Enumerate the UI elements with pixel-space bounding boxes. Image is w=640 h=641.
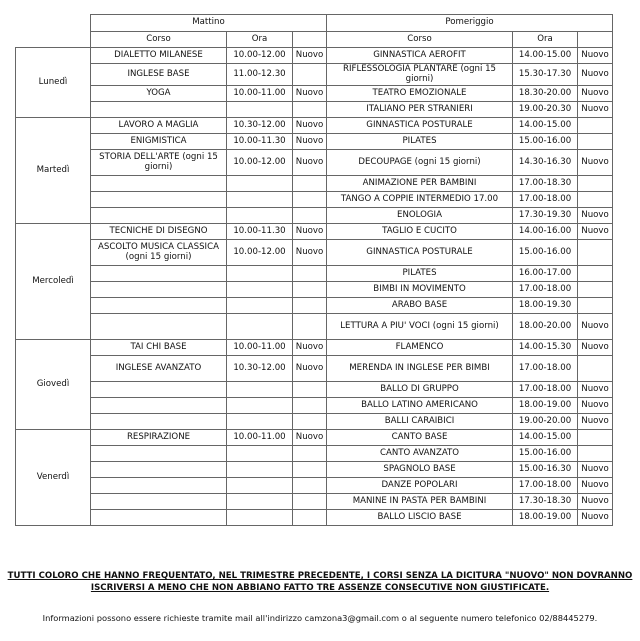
morning-new [293,478,327,494]
table-row [16,356,613,382]
afternoon-new: Nuovo [578,224,613,240]
morning-time [227,208,293,224]
afternoon-time: 18.00-19.00 [513,398,578,414]
morning-course [91,208,227,224]
day-label: Lunedì [16,48,91,118]
afternoon-time: 15.30-17.30 [513,64,578,86]
morning-time [227,414,293,430]
afternoon-course: BALLO DI GRUPPO [327,382,513,398]
table-row [16,48,613,64]
afternoon-course: ARABO BASE [327,298,513,314]
morning-course: RESPIRAZIONE [91,430,227,446]
morning-course [91,314,227,340]
schedule-body [16,48,613,526]
morning-course [91,192,227,208]
morning-new [293,510,327,526]
morning-course [91,176,227,192]
table-row [16,462,613,478]
morning-time: 10.00-11.00 [227,430,293,446]
afternoon-course: RIFLESSOLOGIA PLANTARE (ogni 15 giorni) [327,64,513,86]
afternoon-time: 19.00-20.30 [513,102,578,118]
table-row [16,176,613,192]
day-label: Giovedì [16,340,91,430]
afternoon-time: 17.00-18.00 [513,382,578,398]
afternoon-course: GINNASTICA AEROFIT [327,48,513,64]
morning-new: Nuovo [293,134,327,150]
afternoon-time: 14.00-15.00 [513,430,578,446]
morning-new [293,446,327,462]
afternoon-new [578,176,613,192]
afternoon-course: LETTURA A PIU' VOCI (ogni 15 giorni) [327,314,513,340]
afternoon-new [578,282,613,298]
table-row [16,224,613,240]
afternoon-time: 14.00-15.00 [513,48,578,64]
info-text: Informazioni possono essere richieste tramite mail all'indirizzo camzona3@gmail.com o al seguente numero telefonico 02/88445279. [42,613,598,623]
afternoon-new: Nuovo [578,86,613,102]
corner-blank-2 [16,32,91,48]
morning-course [91,414,227,430]
morning-time: 10.00-12.00 [227,150,293,176]
morning-course [91,398,227,414]
table-row [16,446,613,462]
afternoon-course: FLAMENCO [327,340,513,356]
morning-new [293,298,327,314]
morning-new [293,192,327,208]
table-row [16,240,613,266]
table-row [16,494,613,510]
table-row [16,86,613,102]
afternoon-time: 18.00-20.00 [513,314,578,340]
morning-time [227,462,293,478]
morning-new: Nuovo [293,356,327,382]
afternoon-new: Nuovo [578,414,613,430]
morning-course [91,510,227,526]
table-row [16,298,613,314]
morning-new [293,494,327,510]
afternoon-time: 14.00-15.30 [513,340,578,356]
afternoon-new: Nuovo [578,314,613,340]
morning-course: LAVORO A MAGLIA [91,118,227,134]
afternoon-time: 19.00-20.00 [513,414,578,430]
morning-new [293,282,327,298]
afternoon-course: PILATES [327,134,513,150]
morning-time: 11.00-12.30 [227,64,293,86]
table-row [16,414,613,430]
table-row [16,102,613,118]
morning-time: 10.00-11.00 [227,340,293,356]
morning-course [91,282,227,298]
afternoon-course: GINNASTICA POSTURALE [327,118,513,134]
morning-time [227,298,293,314]
morning-course: YOGA [91,86,227,102]
afternoon-new: Nuovo [578,150,613,176]
table-row [16,282,613,298]
morning-new: Nuovo [293,118,327,134]
morning-course: TAI CHI BASE [91,340,227,356]
notice-text: TUTTI COLORO CHE HANNO FREQUENTATO, NEL TRIMESTRE PRECEDENTE, I CORSI SENZA LA DICITURA "NUOVO" NON DOVRANNO ISCRIVERSI A MENO CHE NON ABBIANO FATTO TRE ASSENZE CONSECUTIVE NON GIUSTIFICATE. [7,571,633,593]
table-row [16,382,613,398]
afternoon-course: DANZE POPOLARI [327,478,513,494]
morning-course: DIALETTO MILANESE [91,48,227,64]
morning-course: ASCOLTO MUSICA CLASSICA (ogni 15 giorni) [91,240,227,266]
afternoon-time: 17.00-18.00 [513,282,578,298]
morning-time [227,510,293,526]
morning-time [227,314,293,340]
afternoon-course: ITALIANO PER STRANIERI [327,102,513,118]
afternoon-time: 14.00-16.00 [513,224,578,240]
afternoon-time: 17.00-18.30 [513,176,578,192]
morning-new [293,382,327,398]
afternoon-course: TEATRO EMOZIONALE [327,86,513,102]
morning-course: INGLESE AVANZATO [91,356,227,382]
afternoon-course: MERENDA IN INGLESE PER BIMBI [327,356,513,382]
morning-course [91,446,227,462]
table-row [16,314,613,340]
schedule-document [15,14,612,526]
morning-new [293,462,327,478]
table-row [16,150,613,176]
afternoon-new: Nuovo [578,478,613,494]
afternoon-time: 17.30-18.30 [513,494,578,510]
morning-time: 10.00-11.30 [227,134,293,150]
afternoon-time: 18.00-19.30 [513,298,578,314]
morning-new: Nuovo [293,86,327,102]
morning-new: Nuovo [293,224,327,240]
morning-new: Nuovo [293,150,327,176]
header-afternoon-time: Ora [513,32,578,48]
afternoon-new: Nuovo [578,64,613,86]
afternoon-new: Nuovo [578,398,613,414]
afternoon-course: GINNASTICA POSTURALE [327,240,513,266]
table-row [16,208,613,224]
morning-time [227,282,293,298]
morning-time: 10.30-12.00 [227,118,293,134]
afternoon-time: 18.00-19.00 [513,510,578,526]
afternoon-course: ENOLOGIA [327,208,513,224]
morning-time [227,494,293,510]
morning-course [91,382,227,398]
morning-course [91,494,227,510]
schedule-table [15,14,613,526]
afternoon-time: 18.30-20.00 [513,86,578,102]
morning-time: 10.00-11.30 [227,224,293,240]
morning-new: Nuovo [293,340,327,356]
morning-course [91,298,227,314]
morning-time [227,478,293,494]
afternoon-new: Nuovo [578,340,613,356]
morning-new [293,266,327,282]
morning-course [91,102,227,118]
afternoon-new [578,298,613,314]
afternoon-new: Nuovo [578,102,613,118]
afternoon-new [578,240,613,266]
morning-course [91,462,227,478]
morning-course: STORIA DELL'ARTE (ogni 15 giorni) [91,150,227,176]
table-row [16,398,613,414]
afternoon-new [578,134,613,150]
afternoon-course: SPAGNOLO BASE [327,462,513,478]
afternoon-new [578,192,613,208]
header-afternoon: Pomeriggio [327,15,613,32]
header-afternoon-course: Corso [327,32,513,48]
afternoon-course: BALLO LATINO AMERICANO [327,398,513,414]
morning-new [293,398,327,414]
afternoon-time: 15.00-16.00 [513,240,578,266]
table-row [16,266,613,282]
afternoon-time: 17.30-19.30 [513,208,578,224]
afternoon-course: TANGO A COPPIE INTERMEDIO 17.00 [327,192,513,208]
table-row [16,118,613,134]
morning-course [91,266,227,282]
afternoon-new: Nuovo [578,510,613,526]
header-morning-time: Ora [227,32,293,48]
afternoon-course: BIMBI IN MOVIMENTO [327,282,513,298]
morning-new [293,176,327,192]
morning-new: Nuovo [293,430,327,446]
afternoon-time: 16.00-17.00 [513,266,578,282]
afternoon-course: MANINE IN PASTA PER BAMBINI [327,494,513,510]
day-label: Mercoledì [16,224,91,340]
afternoon-course: BALLO LISCIO BASE [327,510,513,526]
morning-time [227,398,293,414]
morning-time: 10.00-11.00 [227,86,293,102]
table-row [16,134,613,150]
afternoon-new [578,430,613,446]
afternoon-course: ANIMAZIONE PER BAMBINI [327,176,513,192]
table-row [16,478,613,494]
table-row [16,64,613,86]
afternoon-time: 17.00-18.00 [513,478,578,494]
header-afternoon-new [578,32,613,48]
afternoon-new [578,356,613,382]
morning-course: TECNICHE DI DISEGNO [91,224,227,240]
header-morning: Mattino [91,15,327,32]
afternoon-time: 14.30-16.30 [513,150,578,176]
afternoon-new: Nuovo [578,208,613,224]
afternoon-new [578,446,613,462]
afternoon-time: 17.00-18.00 [513,192,578,208]
morning-new: Nuovo [293,240,327,266]
afternoon-time: 15.00-16.30 [513,462,578,478]
table-row [16,192,613,208]
afternoon-time: 15.00-16.00 [513,134,578,150]
morning-new [293,414,327,430]
corner-blank [16,15,91,32]
morning-time [227,176,293,192]
morning-new [293,314,327,340]
afternoon-time: 15.00-16.00 [513,446,578,462]
afternoon-course: DECOUPAGE (ogni 15 giorni) [327,150,513,176]
morning-new [293,102,327,118]
table-row [16,430,613,446]
header-morning-new [293,32,327,48]
day-label: Martedì [16,118,91,224]
afternoon-course: TAGLIO E CUCITO [327,224,513,240]
afternoon-course: BALLI CARAIBICI [327,414,513,430]
morning-time [227,192,293,208]
morning-time: 10.30-12.00 [227,356,293,382]
morning-course: INGLESE BASE [91,64,227,86]
morning-course: ENIGMISTICA [91,134,227,150]
morning-new [293,64,327,86]
morning-time: 10.00-12.00 [227,240,293,266]
morning-time: 10.00-12.00 [227,48,293,64]
morning-course [91,478,227,494]
morning-time [227,382,293,398]
afternoon-course: CANTO AVANZATO [327,446,513,462]
afternoon-course: CANTO BASE [327,430,513,446]
table-row [16,340,613,356]
afternoon-new: Nuovo [578,382,613,398]
afternoon-new [578,266,613,282]
morning-new: Nuovo [293,48,327,64]
morning-new [293,208,327,224]
afternoon-new: Nuovo [578,462,613,478]
afternoon-new [578,118,613,134]
day-label: Venerdì [16,430,91,526]
afternoon-time: 17.00-18.00 [513,356,578,382]
afternoon-time: 14.00-15.00 [513,118,578,134]
afternoon-new: Nuovo [578,494,613,510]
morning-time [227,446,293,462]
afternoon-new: Nuovo [578,48,613,64]
table-row [16,510,613,526]
morning-time [227,266,293,282]
afternoon-course: PILATES [327,266,513,282]
header-morning-course: Corso [91,32,227,48]
morning-time [227,102,293,118]
